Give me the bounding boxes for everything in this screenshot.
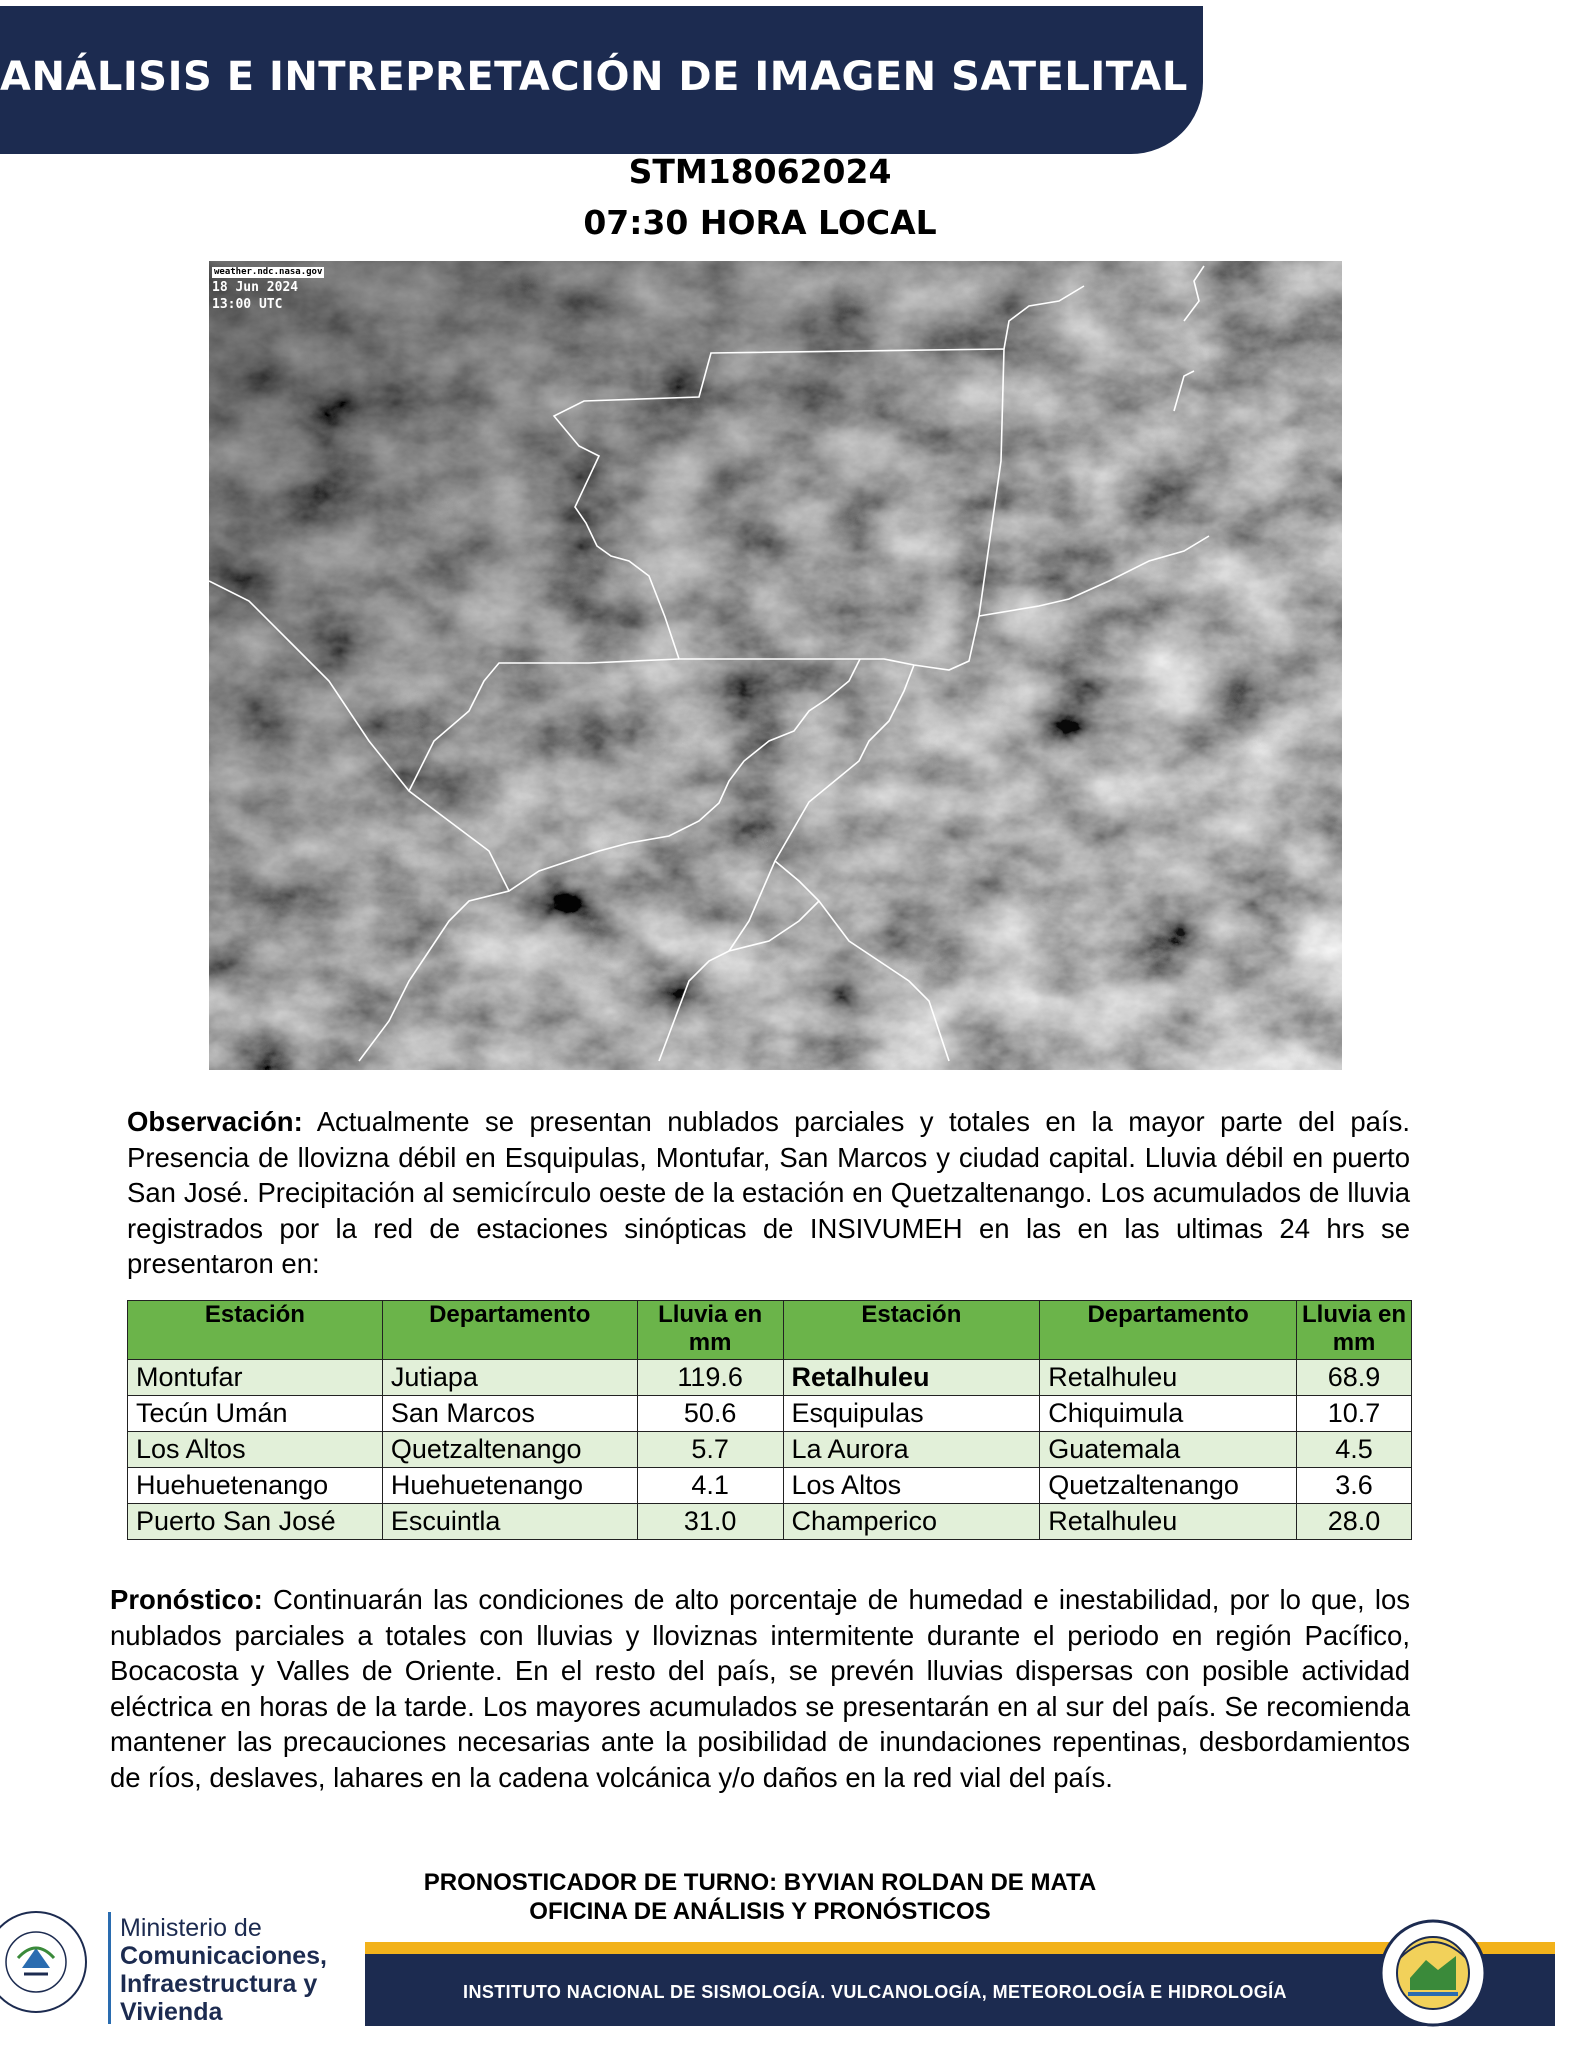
department-cell: Quetzaltenango	[382, 1432, 637, 1468]
header-department: Departamento	[1040, 1301, 1297, 1360]
header-rain-mm: Lluvia en mm	[1297, 1301, 1412, 1360]
rain-cell: 28.0	[1297, 1504, 1412, 1540]
observation-text: Actualmente se presentan nublados parciales y totales en la mayor parte del país. Presencia de llovizna débil en Esquipulas, Montufar, San Marcos y ciudad capital. Lluvia débil en puerto San José. Precipitación al semicírculo oeste de la estación en Quetzaltenango. Los acumulados de lluvia registrados por la red de estaciones sinópticas de INSIVUMEH en las en las ultimas 24 hrs se presentaron en:	[127, 1106, 1410, 1279]
department-cell: Guatemala	[1040, 1432, 1297, 1468]
rain-cell: 50.6	[637, 1396, 783, 1432]
satellite-image	[209, 261, 1342, 1070]
department-cell: Escuintla	[382, 1504, 637, 1540]
department-cell: Chiquimula	[1040, 1396, 1297, 1432]
station-cell: Esquipulas	[783, 1396, 1040, 1432]
report-time: 07:30 HORA LOCAL	[583, 203, 937, 242]
rainfall-table	[127, 1300, 1412, 1540]
document-title: ANÁLISIS E INTREPRETACIÓN DE IMAGEN SATELITAL	[0, 54, 1188, 100]
institute-name: INSTITUTO NACIONAL DE SISMOLOGÍA. VULCANOLOGÍA, METEOROLOGÍA E HIDROLOGÍA	[463, 1982, 1287, 2002]
station-cell: Los Altos	[783, 1468, 1040, 1504]
ministry-line-4: Vivienda	[120, 1998, 223, 2026]
forecaster-line: PRONOSTICADOR DE TURNO: BYVIAN ROLDAN DE MATA	[423, 1869, 1097, 1896]
rain-cell: 4.1	[637, 1468, 783, 1504]
header-department: Departamento	[382, 1301, 637, 1360]
satellite-date: 18 Jun 2024	[212, 280, 299, 295]
department-cell: Jutiapa	[382, 1360, 637, 1396]
cloud-shading	[209, 261, 1342, 1070]
guatemala-seal-icon	[0, 1908, 90, 2016]
rain-cell: 4.5	[1297, 1432, 1412, 1468]
table-row	[128, 1396, 1412, 1432]
department-cell: Retalhuleu	[1040, 1504, 1297, 1540]
report-id: STM18062024	[628, 152, 892, 191]
ministry-logo	[108, 1912, 348, 2030]
satellite-time: 13:00 UTC	[212, 297, 283, 312]
station-cell: La Aurora	[783, 1432, 1040, 1468]
table-row	[128, 1504, 1412, 1540]
rain-cell: 119.6	[637, 1360, 783, 1396]
station-cell: Los Altos	[128, 1432, 383, 1468]
station-cell: Tecún Umán	[128, 1396, 383, 1432]
ministry-line-1: Ministerio de	[120, 1914, 262, 1942]
station-cell: Retalhuleu	[783, 1360, 1040, 1396]
satellite-stamp	[212, 261, 324, 312]
institute-bar	[365, 1942, 1555, 2026]
table-row	[128, 1432, 1412, 1468]
title-banner	[0, 6, 1203, 154]
station-cell: Puerto San José	[128, 1504, 383, 1540]
rain-cell: 3.6	[1297, 1468, 1412, 1504]
header-station: Estación	[128, 1301, 383, 1360]
rain-cell: 31.0	[637, 1504, 783, 1540]
header-rain-mm: Lluvia en mm	[637, 1301, 783, 1360]
department-cell: Huehuetenango	[382, 1468, 637, 1504]
ministry-line-2: Comunicaciones,	[120, 1942, 327, 1970]
header-station: Estación	[783, 1301, 1040, 1360]
satellite-map	[209, 261, 1342, 1070]
forecast-paragraph	[110, 1582, 1410, 1795]
table-row	[128, 1468, 1412, 1504]
department-cell: Quetzaltenango	[1040, 1468, 1297, 1504]
table-header-row	[128, 1301, 1412, 1360]
office-line: OFICINA DE ANÁLISIS Y PRONÓSTICOS	[529, 1898, 991, 1925]
observation-paragraph	[127, 1104, 1410, 1282]
department-cell: San Marcos	[382, 1396, 637, 1432]
insivumeh-seal-icon	[1378, 1918, 1488, 2028]
station-cell: Montufar	[128, 1360, 383, 1396]
department-cell: Retalhuleu	[1040, 1360, 1297, 1396]
rain-cell: 5.7	[637, 1432, 783, 1468]
station-cell: Huehuetenango	[128, 1468, 383, 1504]
table-row	[128, 1360, 1412, 1396]
station-cell: Champerico	[783, 1504, 1040, 1540]
ministry-divider	[108, 1912, 111, 2024]
forecast-text: Continuarán las condiciones de alto porcentaje de humedad e inestabilidad, por lo que, los nublados parciales a totales con lluvias y lloviznas intermitente durante el periodo en región Pacífico, Bocacosta y Valles de Oriente. En el resto del país, se prevén lluvias dispersas con posible actividad eléctrica en horas de la tarde. Los mayores acumulados se presentarán en al sur del país. Se recomienda mantener las precauciones necesarias ante la posibilidad de inundaciones repentinas, desbordamientos de ríos, deslaves, lahares en la cadena volcánica y/o daños en la red vial del país.	[110, 1584, 1410, 1793]
forecast-label: Pronóstico:	[110, 1584, 263, 1615]
ministry-line-3: Infraestructura y	[120, 1970, 318, 1998]
satellite-source: weather.ndc.nasa.gov	[214, 267, 323, 277]
observation-label: Observación:	[127, 1106, 303, 1137]
rain-cell: 10.7	[1297, 1396, 1412, 1432]
rain-cell: 68.9	[1297, 1360, 1412, 1396]
